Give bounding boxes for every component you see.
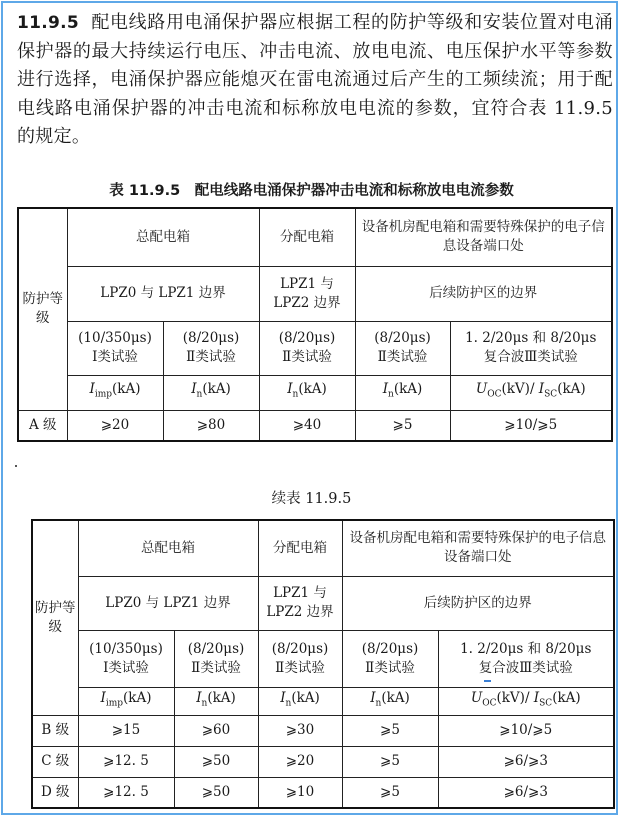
spd-parameter-table bbox=[17, 207, 613, 442]
test-class1: (10/350μs) Ⅰ类试验 bbox=[67, 321, 163, 375]
spd-parameter-table-continued bbox=[31, 519, 615, 809]
follow-zone-header: 后续防护区的边界 bbox=[342, 576, 614, 630]
table-row: B 级 ⩾15 ⩾60 ⩾30 ⩾5 ⩾10/⩾5 bbox=[32, 715, 614, 746]
table-row: A 级 ⩾20 ⩾80 ⩾40 ⩾5 ⩾10/⩾5 bbox=[18, 410, 612, 441]
unit-imp: $I_{imp}(kA)$ bbox=[67, 375, 163, 410]
test-class1: (10/350μs) Ⅰ类试验 bbox=[78, 630, 174, 687]
test-class2: (8/20μs) Ⅱ类试验 bbox=[174, 630, 258, 687]
sub-box-header: 分配电箱 bbox=[259, 208, 355, 266]
unit-uoc-isc: $U_{OC}(kV)/$ $I_{SC}(kA)$ bbox=[438, 687, 614, 715]
follow-zone-header: 后续防护区的边界 bbox=[355, 266, 612, 321]
main-box-header: 总配电箱 bbox=[78, 520, 258, 576]
clause-paragraph bbox=[17, 9, 613, 152]
test-class2-sub: (8/20μs) Ⅱ类试验 bbox=[258, 630, 342, 687]
unit-uoc-isc: $U_{OC}(kV)/$ $I_{SC}(kA)$ bbox=[450, 375, 612, 410]
test-class2: (8/20μs) Ⅱ类试验 bbox=[163, 321, 259, 375]
lpz01-header: LPZ0 与 LPZ1 边界 bbox=[67, 266, 259, 321]
table-row: D 级 ⩾12. 5 ⩾50 ⩾10 ⩾5 ⩾6/⩾3 bbox=[32, 777, 614, 808]
equip-box-header: 设备机房配电箱和需要特殊保护的电子信息设备端口处 bbox=[342, 520, 614, 576]
level-header: 防护等级 bbox=[32, 520, 78, 715]
unit-in: $I_n(kA)$ bbox=[342, 687, 438, 715]
unit-in: $I_n(kA)$ bbox=[259, 375, 355, 410]
page-frame bbox=[1, 1, 618, 815]
test-class3: 1. 2/20μs 和 8/20μs 复合波Ⅲ类试验 bbox=[450, 321, 612, 375]
main-box-header: 总配电箱 bbox=[67, 208, 259, 266]
lpz01-header: LPZ0 与 LPZ1 边界 bbox=[78, 576, 258, 630]
unit-in: $I_n(kA)$ bbox=[258, 687, 342, 715]
test-class2-equip: (8/20μs) Ⅱ类试验 bbox=[342, 630, 438, 687]
clause-text: 配电线路用电涌保护器应根据工程的防护等级和安装位置对电涌保护器的最大持续运行电压、冲击电流、放电电流、电压保护水平等参数进行选择，电涌保护器应能熄灭在雷电流通过后产生的工频续流；用于配电线路电涌保护器的冲击电流和标称放电电流的参数，宜符合表 11.9.5 的规定。 bbox=[17, 12, 613, 148]
test-class2-sub: (8/20μs) Ⅱ类试验 bbox=[259, 321, 355, 375]
test-class3: 1. 2/20μs 和 8/20μs 复合波Ⅲ类试验 bbox=[438, 630, 614, 687]
table-row: C 级 ⩾12. 5 ⩾50 ⩾20 ⩾5 ⩾6/⩾3 bbox=[32, 746, 614, 777]
clause-number: 11.9.5 bbox=[17, 13, 80, 33]
unit-imp: $I_{imp}(kA)$ bbox=[78, 687, 174, 715]
text-cursor-mark bbox=[484, 680, 491, 682]
stray-dot bbox=[15, 465, 17, 467]
continued-caption: 续表 11.9.5 bbox=[271, 491, 352, 507]
unit-in: $I_n(kA)$ bbox=[163, 375, 259, 410]
table-caption: 表 11.9.5 配电线路电涌保护器冲击电流和标称放电电流参数 bbox=[109, 183, 514, 199]
unit-in: $I_n(kA)$ bbox=[355, 375, 450, 410]
lpz12-header: LPZ1 与 LPZ2 边界 bbox=[259, 266, 355, 321]
lpz12-header: LPZ1 与 LPZ2 边界 bbox=[258, 576, 342, 630]
sub-box-header: 分配电箱 bbox=[258, 520, 342, 576]
equip-box-header: 设备机房配电箱和需要特殊保护的电子信息设备端口处 bbox=[355, 208, 612, 266]
unit-in: $I_n(kA)$ bbox=[174, 687, 258, 715]
level-header: 防护等级 bbox=[18, 208, 67, 410]
test-class2-equip: (8/20μs) Ⅱ类试验 bbox=[355, 321, 450, 375]
